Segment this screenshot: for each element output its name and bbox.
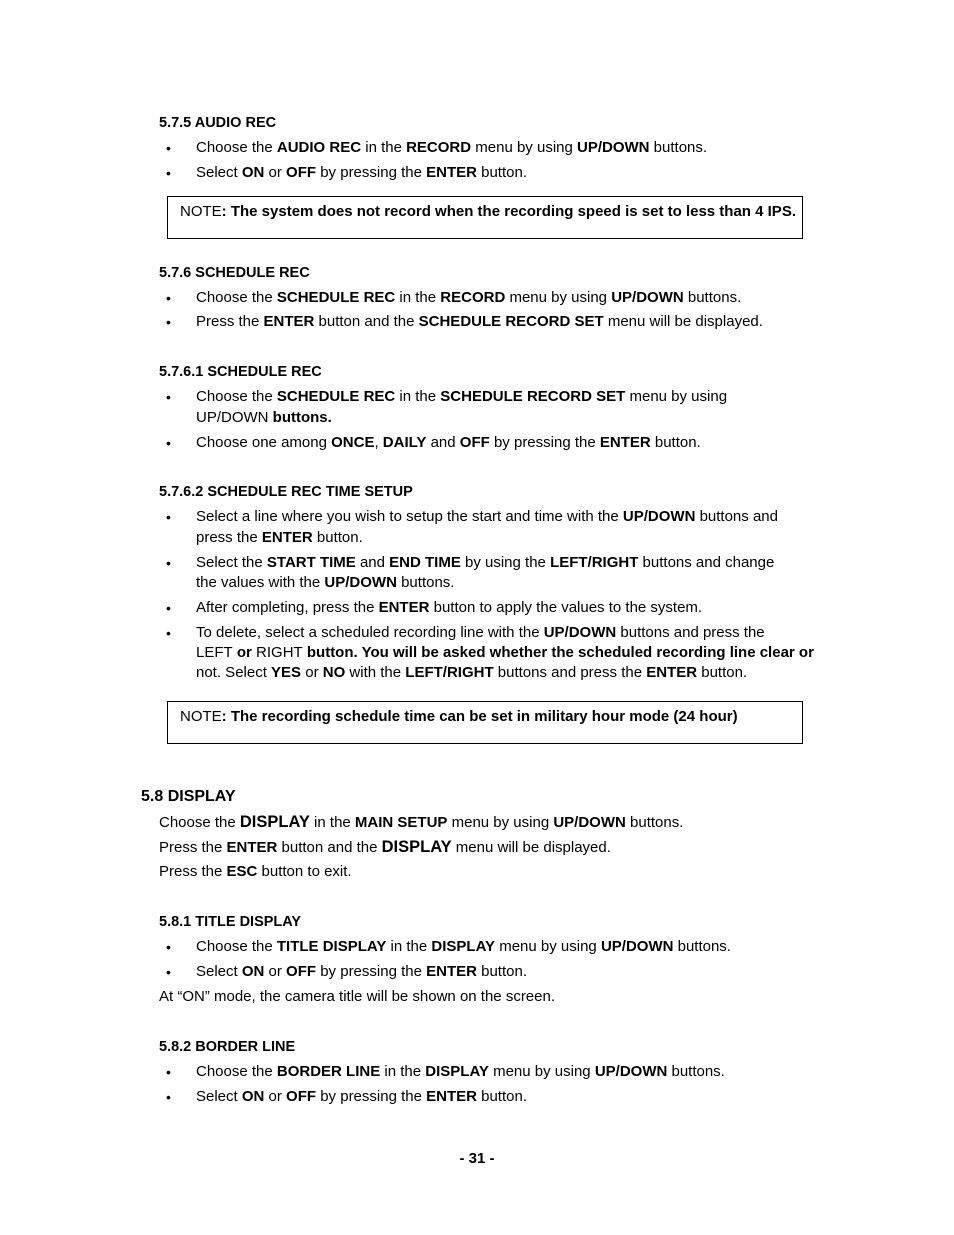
text-run: RIGHT [256, 644, 303, 661]
page-number: - 31 - [459, 1150, 495, 1167]
bullet: • [166, 1064, 171, 1080]
note-text [180, 202, 796, 222]
bold-term: SCHEDULE RECORD SET [440, 388, 626, 405]
bullet: • [166, 314, 171, 330]
bold-term: buttons. [268, 409, 332, 426]
text-run: Choose the [196, 1063, 277, 1080]
bullet-text [196, 962, 806, 982]
bullet: • [166, 555, 171, 571]
text-run: buttons. [673, 938, 731, 955]
bold-term: RECORD [406, 139, 472, 156]
text-run: by pressing the [316, 1088, 427, 1105]
text-run: Press the [196, 313, 264, 330]
bullet-text [196, 312, 806, 332]
text-run: NOTE [180, 708, 222, 725]
text-run: by pressing the [316, 164, 427, 181]
bullet-text [196, 1062, 806, 1082]
text-run: button. [476, 963, 527, 980]
text-run: Choose one among [196, 434, 332, 451]
bold-term: ENTER [599, 434, 651, 451]
text-run: and [426, 434, 460, 451]
bold-term: AUDIO REC [276, 139, 362, 156]
bold-term: TITLE DISPLAY [276, 938, 387, 955]
bullet-text-line [196, 387, 727, 407]
text-run: button. [476, 164, 527, 181]
text-run: not. Select [196, 664, 272, 681]
bullet-text-line [196, 408, 332, 428]
text-run: button. [476, 1088, 527, 1105]
bullet: • [166, 939, 171, 955]
text-run: button. [697, 664, 748, 681]
bullet: • [166, 165, 171, 181]
bold-term: ENTER [263, 313, 315, 330]
text-run: in the [386, 938, 432, 955]
text-run: button and the [314, 313, 419, 330]
bullet-text-line [196, 663, 747, 683]
bullet-text [196, 288, 806, 308]
bold-term: OFF [459, 434, 490, 451]
bold-term: RECORD [440, 289, 506, 306]
text-run: Choose the [196, 289, 277, 306]
text-run: menu will be displayed. [603, 313, 763, 330]
bold-term: MAIN SETUP [354, 814, 448, 831]
paragraph-line: At “ON” mode, the camera title will be shown on the screen. [159, 988, 556, 1005]
section-heading: 5.7.5 AUDIO REC [159, 115, 277, 131]
bullet-text-line [196, 623, 765, 643]
bold-term: : The system does not record when the recording speed is set to less than 4 IPS. [221, 203, 796, 220]
bold-term: UP/DOWN [324, 574, 397, 591]
bold-term: ENTER [646, 664, 698, 681]
bold-term: UP/DOWN [600, 938, 674, 955]
bullet: • [166, 509, 171, 525]
text-run: in the [380, 1063, 426, 1080]
bold-term: DISPLAY [425, 1063, 489, 1080]
note-box [167, 196, 803, 239]
bold-term: ENTER [226, 839, 278, 856]
note-text [180, 707, 738, 727]
text-run: or [264, 963, 287, 980]
bullet-text-line [196, 643, 814, 663]
bullet-text-line [196, 573, 454, 593]
text-run: menu by using [471, 139, 578, 156]
text-run: Select [196, 963, 242, 980]
text-run: Select [196, 1088, 242, 1105]
paragraph-line [159, 837, 611, 858]
text-run: the values with the [196, 574, 325, 591]
text-run: UP/DOWN [196, 409, 269, 426]
text-run: buttons. [396, 574, 455, 591]
text-run: Press the [159, 839, 227, 856]
bullet-text [196, 937, 806, 957]
bold-term: ENTER [426, 963, 477, 980]
text-run: button to exit. [257, 863, 352, 880]
bullet: • [166, 435, 171, 451]
bullet: • [166, 1089, 171, 1105]
bold-term: ON [241, 1088, 265, 1105]
text-run: menu by using [447, 814, 554, 831]
text-run: buttons and press the [616, 624, 765, 641]
text-run: To delete, select a scheduled recording line with the [196, 624, 544, 641]
bullet-text [196, 1087, 806, 1107]
text-run: in the [309, 814, 355, 831]
text-run: buttons. [667, 1063, 725, 1080]
bold-term: END TIME [389, 554, 461, 571]
text-run: , [374, 434, 383, 451]
section-heading: 5.7.6 SCHEDULE REC [159, 265, 310, 281]
section-heading: 5.7.6.2 SCHEDULE REC TIME SETUP [159, 484, 413, 500]
bullet-text [196, 598, 806, 618]
bold-term: UP/DOWN [611, 289, 684, 306]
bold-term: UP/DOWN [622, 508, 696, 525]
bold-term: UP/DOWN [543, 624, 617, 641]
text-run: or [301, 664, 323, 681]
text-run: After completing, press the [196, 599, 379, 616]
text-run: button and the [277, 839, 382, 856]
bullet-text [196, 163, 806, 183]
paragraph-line [159, 862, 352, 882]
text-run: buttons and change [638, 554, 775, 571]
section-heading: 5.8.2 BORDER LINE [159, 1039, 296, 1055]
text-run: menu by using [488, 1063, 595, 1080]
bullet-text-line [196, 528, 363, 548]
bold-term: or [232, 644, 257, 661]
text-run: buttons. [683, 289, 742, 306]
text-run: or [264, 164, 287, 181]
bullet: • [166, 389, 171, 405]
bullet: • [166, 600, 171, 616]
bullet-text [196, 433, 806, 453]
chapter-heading: 5.8 DISPLAY [141, 788, 236, 805]
bold-term: SCHEDULE REC [276, 388, 396, 405]
bold-term: ENTER [426, 164, 477, 181]
text-run: or [264, 1088, 287, 1105]
bold-term: button. You will be asked whether the scheduled recording line clear or [302, 644, 814, 661]
bold-term: DISPLAY [381, 838, 452, 856]
text-run: buttons and [695, 508, 778, 525]
text-run: buttons. [625, 814, 684, 831]
text-run: button. [312, 529, 363, 546]
text-run: by pressing the [316, 963, 427, 980]
bold-term: ENTER [378, 599, 430, 616]
text-run: in the [361, 139, 407, 156]
text-run: Select a line where you wish to setup the start and time with the [196, 508, 623, 525]
bold-term: DISPLAY [239, 813, 310, 831]
text-run: by using the [460, 554, 551, 571]
text-run: menu by using [625, 388, 728, 405]
bold-term: UP/DOWN [577, 139, 650, 156]
text-run: Press the [159, 863, 227, 880]
text-run: Choose the [196, 938, 277, 955]
bold-term: YES [271, 664, 302, 681]
text-run: Choose the [196, 388, 277, 405]
text-run: menu will be displayed. [451, 839, 611, 856]
bullet-text-line [196, 553, 774, 573]
bullet: • [166, 140, 171, 156]
bold-term: LEFT/RIGHT [405, 664, 494, 681]
bullet: • [166, 625, 171, 641]
text-run: button to apply the values to the system. [429, 599, 703, 616]
text-run: by pressing the [489, 434, 600, 451]
bold-term: ON [241, 963, 265, 980]
text-run: in the [395, 289, 441, 306]
text-run: LEFT [196, 644, 233, 661]
text-run: Select the [196, 554, 267, 571]
section-heading: 5.8.1 TITLE DISPLAY [159, 914, 302, 930]
bold-term: UP/DOWN [594, 1063, 668, 1080]
bold-term: ESC [226, 863, 258, 880]
bullet: • [166, 290, 171, 306]
text-run: press the [196, 529, 262, 546]
text-run: buttons. [649, 139, 708, 156]
bold-term: START TIME [266, 554, 356, 571]
note-box [167, 701, 803, 744]
bullet-text-line [196, 507, 778, 527]
bold-term: NO [322, 664, 346, 681]
bold-term: BORDER LINE [276, 1063, 381, 1080]
bold-term: UP/DOWN [553, 814, 626, 831]
text-run: buttons and press the [493, 664, 647, 681]
bold-term: ENTER [261, 529, 313, 546]
paragraph-line [159, 812, 683, 833]
text-run: in the [395, 388, 441, 405]
bold-term: DISPLAY [431, 938, 496, 955]
text-run: with the [345, 664, 406, 681]
bold-term: LEFT/RIGHT [550, 554, 639, 571]
bold-term: SCHEDULE REC [276, 289, 396, 306]
bold-term: ENTER [426, 1088, 477, 1105]
text-run: Choose the [196, 139, 277, 156]
text-run: and [355, 554, 390, 571]
text-run: NOTE [180, 203, 222, 220]
text-run: menu by using [505, 289, 612, 306]
bullet-text [196, 138, 806, 158]
bold-term: OFF [286, 963, 317, 980]
bullet: • [166, 964, 171, 980]
bold-term: SCHEDULE RECORD SET [418, 313, 604, 330]
text-run: button. [650, 434, 701, 451]
bold-term: OFF [286, 164, 317, 181]
section-heading: 5.7.6.1 SCHEDULE REC [159, 364, 322, 380]
text-run: menu by using [495, 938, 601, 955]
bold-term: : The recording schedule time can be set in military hour mode (24 hour) [221, 708, 738, 725]
bold-term: DAILY [382, 434, 427, 451]
bold-term: ONCE [331, 434, 375, 451]
bold-term: OFF [286, 1088, 317, 1105]
text-run: Select [196, 164, 242, 181]
bold-term: ON [241, 164, 265, 181]
text-run: Choose the [159, 814, 240, 831]
